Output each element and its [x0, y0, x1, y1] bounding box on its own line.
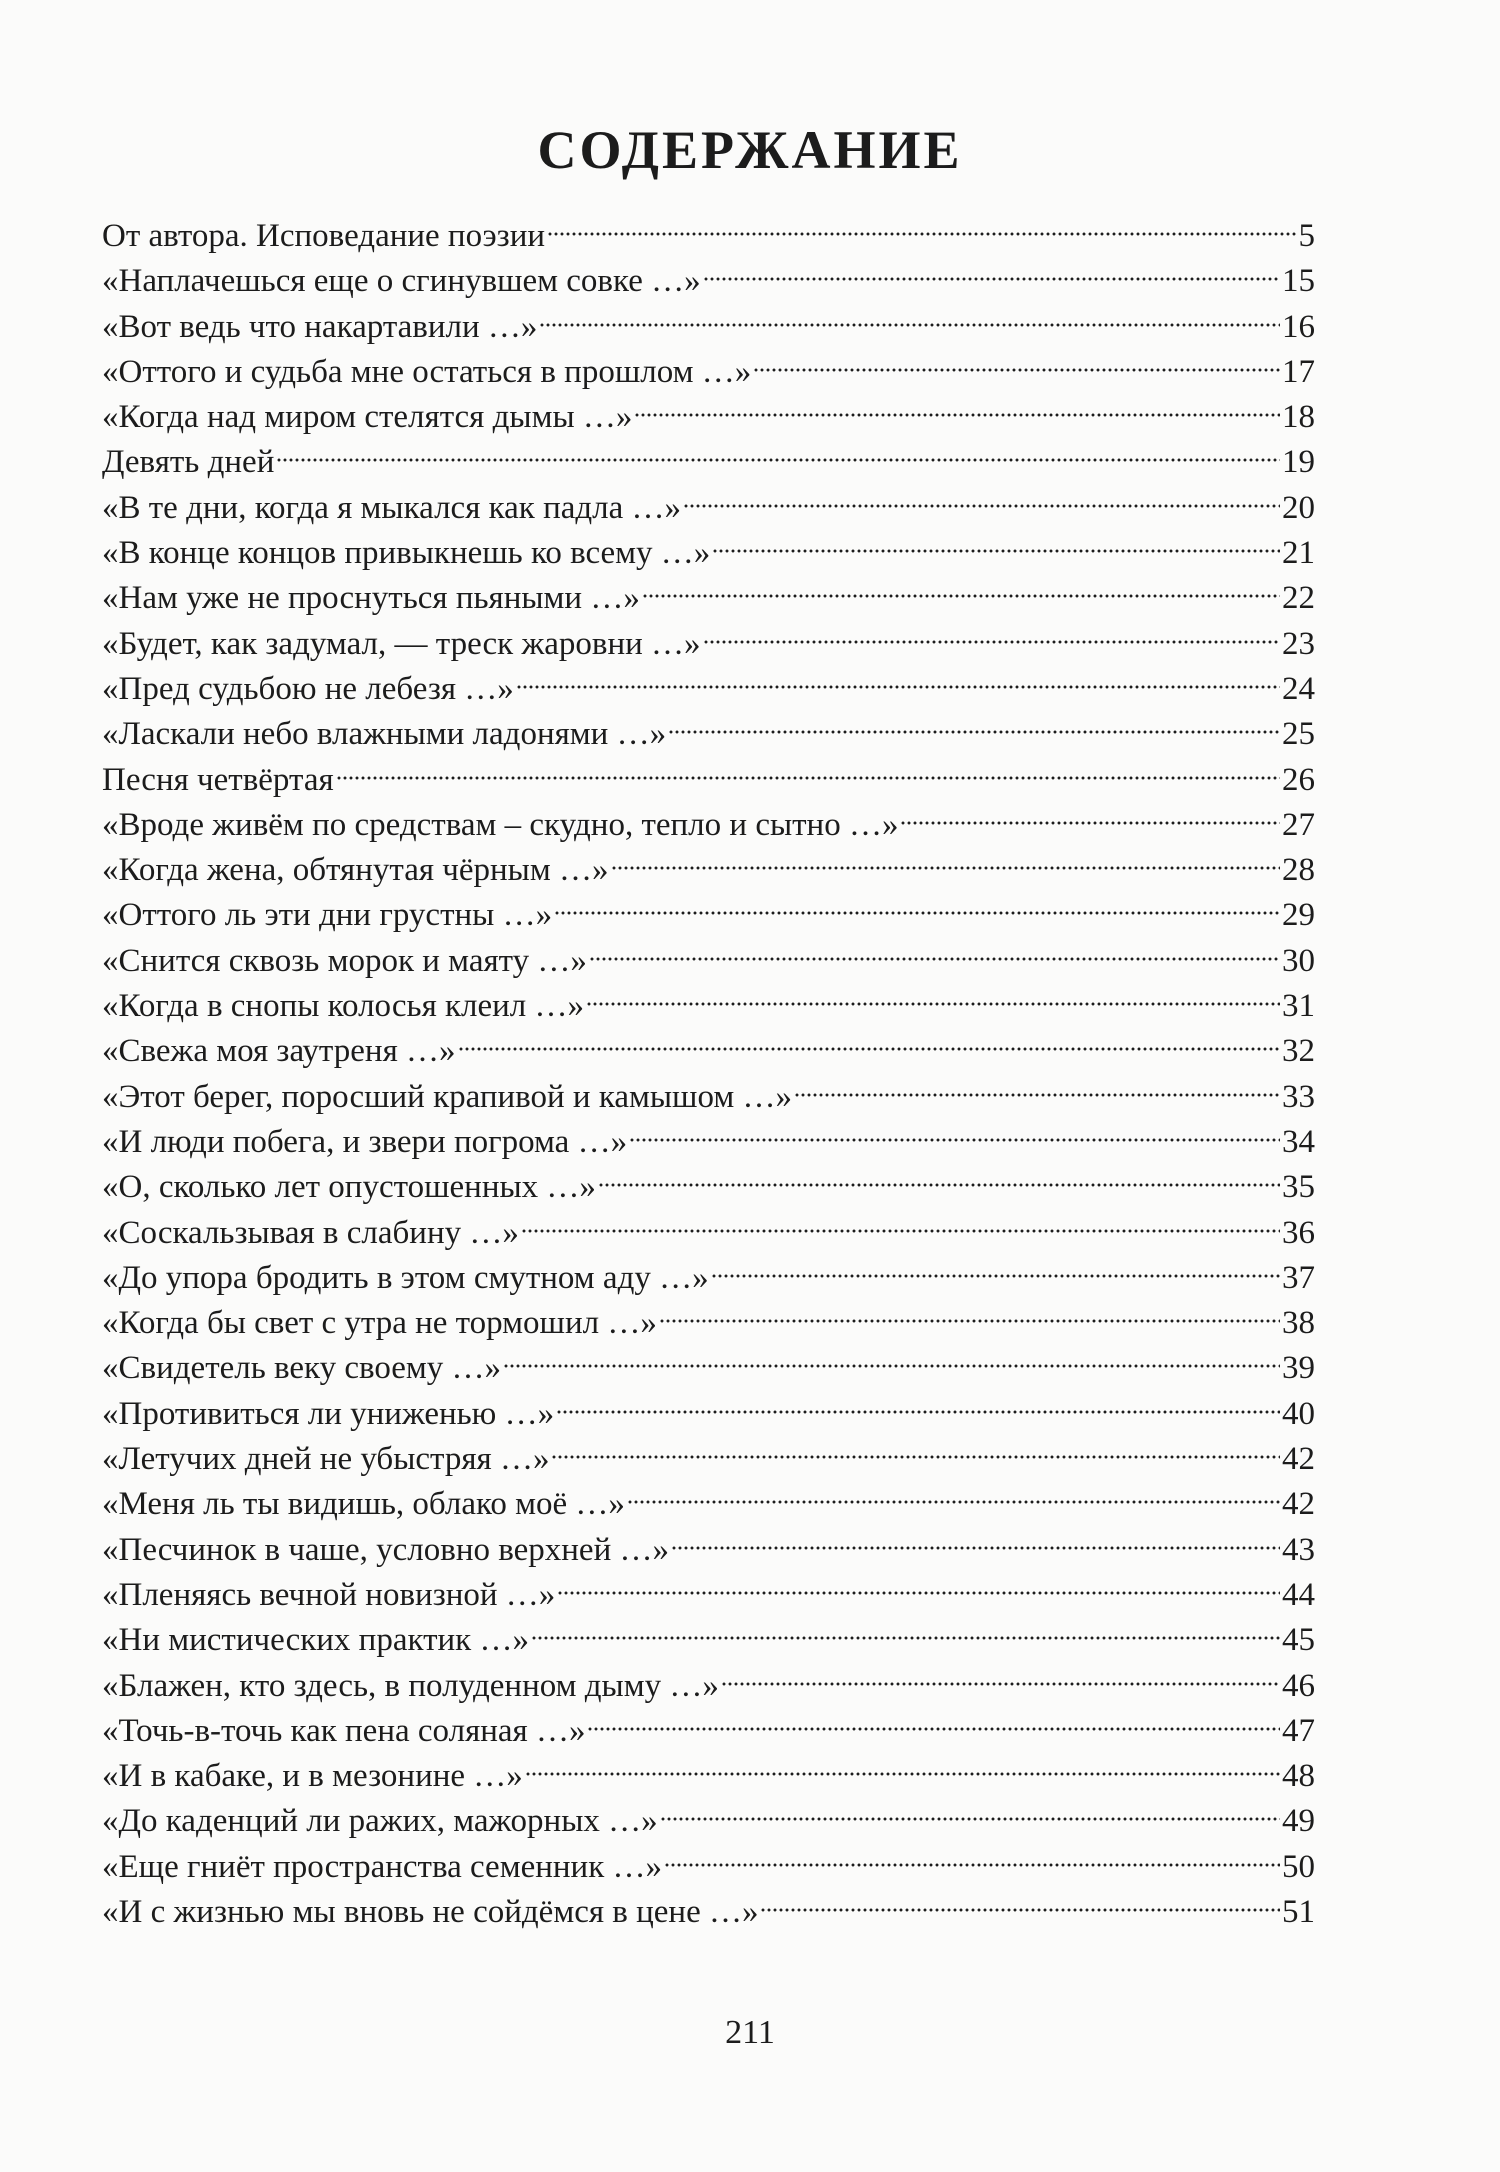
- toc-entry: [102, 1573, 1315, 1618]
- dot-leader: [794, 1090, 1280, 1100]
- toc-entry: [102, 1437, 1315, 1482]
- dot-leader: [556, 1407, 1280, 1417]
- toc-entry: [102, 1709, 1315, 1754]
- toc-entry-page: 30: [1282, 942, 1315, 979]
- toc-entry: [102, 305, 1315, 350]
- toc-entry: [102, 486, 1315, 531]
- toc-entry-page: 38: [1282, 1305, 1315, 1342]
- toc-entry-title: «Блажен, кто здесь, в полуденном дыму …»: [102, 1667, 719, 1704]
- table-of-contents: [102, 214, 1315, 1935]
- dot-leader: [703, 274, 1280, 284]
- toc-entry-title: «Ласкали небо влажными ладонями …»: [102, 716, 667, 753]
- toc-entry-title: «Меня ль ты видишь, облако моё …»: [102, 1486, 625, 1523]
- toc-entry-page: 16: [1282, 308, 1315, 345]
- toc-entry-page: 31: [1282, 988, 1315, 1025]
- dot-leader: [587, 1724, 1280, 1734]
- dot-leader: [458, 1044, 1281, 1054]
- toc-entry: [102, 1890, 1315, 1935]
- toc-entry-page: 49: [1282, 1803, 1315, 1840]
- toc-entry-title: «Снится сквозь морок и маяту …»: [102, 942, 587, 979]
- dot-leader: [589, 954, 1280, 964]
- toc-entry: [102, 1845, 1315, 1890]
- toc-entry-page: 22: [1282, 580, 1315, 617]
- toc-entry: [102, 1120, 1315, 1165]
- toc-entry-title: «Ни мистических практик …»: [102, 1622, 529, 1659]
- dot-leader: [664, 1860, 1280, 1870]
- toc-entry: [102, 1392, 1315, 1437]
- dot-leader: [598, 1180, 1280, 1190]
- toc-entry-page: 28: [1282, 852, 1315, 889]
- toc-entry: [102, 1256, 1315, 1301]
- toc-entry: [102, 440, 1315, 485]
- toc-entry: [102, 1165, 1315, 1210]
- dot-leader: [703, 637, 1280, 647]
- page-title: СОДЕРЖАНИЕ: [537, 120, 963, 180]
- dot-leader: [760, 1905, 1280, 1915]
- toc-entry-title: «Вроде живём по средствам – скудно, тепло и сытно …»: [102, 806, 899, 843]
- toc-entry-page: 27: [1282, 806, 1315, 843]
- toc-entry-title: «Соскальзывая в слабину …»: [102, 1214, 519, 1251]
- toc-entry-title: Девять дней: [102, 444, 275, 481]
- toc-entry-title: «Нам уже не проснуться пьяными …»: [102, 580, 640, 617]
- toc-entry: [102, 1482, 1315, 1527]
- toc-entry-page: 24: [1282, 670, 1315, 707]
- toc-entry-title: «Этот берег, поросший крапивой и камышом …»: [102, 1078, 792, 1115]
- toc-entry-title: «Пленяясь вечной новизной …»: [102, 1576, 556, 1613]
- dot-leader: [683, 501, 1280, 511]
- toc-entry-page: 17: [1282, 353, 1315, 390]
- toc-entry-page: 51: [1282, 1893, 1315, 1930]
- toc-entry-page: 42: [1282, 1486, 1315, 1523]
- toc-entry-title: «И с жизнью мы вновь не сойдёмся в цене …»: [102, 1893, 759, 1930]
- dot-leader: [753, 365, 1280, 375]
- toc-entry-title: «До упора бродить в этом смутном аду …»: [102, 1259, 709, 1296]
- dot-leader: [900, 818, 1280, 828]
- page-number: 211: [725, 2014, 775, 2051]
- dot-leader: [659, 1316, 1280, 1326]
- toc-entry-page: 32: [1282, 1033, 1315, 1070]
- toc-entry-title: «Когда в снопы колосья клеил …»: [102, 988, 585, 1025]
- toc-entry: [102, 1618, 1315, 1663]
- toc-entry-title: «Точь-в-точь как пена соляная …»: [102, 1712, 586, 1749]
- toc-entry-title: «Летучих дней не убыстряя …»: [102, 1441, 550, 1478]
- dot-leader: [611, 863, 1281, 873]
- toc-entry-page: 48: [1282, 1758, 1315, 1795]
- toc-entry-title: «Будет, как задумал, — треск жаровни …»: [102, 625, 701, 662]
- toc-entry-page: 46: [1282, 1667, 1315, 1704]
- toc-entry-title: «Свидетель веку своему …»: [102, 1350, 502, 1387]
- dot-leader: [503, 1361, 1280, 1371]
- toc-entry: [102, 667, 1315, 712]
- dot-leader: [721, 1679, 1280, 1689]
- toc-entry: [102, 576, 1315, 621]
- toc-entry-title: Песня четвёртая: [102, 761, 334, 798]
- toc-entry: [102, 1664, 1315, 1709]
- dot-leader: [525, 1769, 1280, 1779]
- toc-entry: [102, 984, 1315, 1029]
- toc-entry-title: «Противиться ли униженью …»: [102, 1395, 555, 1432]
- toc-entry: [102, 1301, 1315, 1346]
- toc-entry: [102, 1754, 1315, 1799]
- toc-entry-title: «В конце концов привыкнешь ко всему …»: [102, 535, 711, 572]
- toc-entry-title: «Когда жена, обтянутая чёрным …»: [102, 852, 609, 889]
- toc-entry-page: 20: [1282, 489, 1315, 526]
- dot-leader: [516, 682, 1280, 692]
- toc-entry-title: От автора. Исповедание поэзии: [102, 218, 546, 254]
- dot-leader: [627, 1497, 1280, 1507]
- toc-entry-page: 44: [1282, 1576, 1315, 1613]
- dot-leader: [336, 773, 1280, 783]
- toc-entry: [102, 1075, 1315, 1120]
- dot-leader: [547, 229, 1296, 239]
- toc-entry: [102, 1528, 1315, 1573]
- toc-entry: [102, 893, 1315, 938]
- toc-entry-title: «Оттого и судьба мне остаться в прошлом …»: [102, 353, 752, 390]
- dot-leader: [521, 1226, 1280, 1236]
- dot-leader: [554, 908, 1280, 918]
- toc-entry-title: «В те дни, когда я мыкался как падла …»: [102, 489, 682, 526]
- toc-entry-page: 15: [1282, 263, 1315, 300]
- toc-entry-page: 37: [1282, 1259, 1315, 1296]
- toc-entry-page: 47: [1282, 1712, 1315, 1749]
- dot-leader: [557, 1588, 1280, 1598]
- toc-entry: [102, 803, 1315, 848]
- toc-entry-page: 42: [1282, 1441, 1315, 1478]
- toc-entry: [102, 395, 1315, 440]
- dot-leader: [712, 546, 1280, 556]
- toc-entry: [102, 1211, 1315, 1256]
- toc-entry: [102, 939, 1315, 984]
- dot-leader: [531, 1633, 1280, 1643]
- toc-entry: [102, 712, 1315, 757]
- toc-entry-title: «И в кабаке, и в мезонине …»: [102, 1758, 523, 1795]
- dot-leader: [671, 1543, 1280, 1553]
- toc-entry-title: «Когда над миром стелятся дымы …»: [102, 399, 633, 436]
- dot-leader: [660, 1814, 1280, 1824]
- dot-leader: [539, 320, 1280, 330]
- toc-entry-title: «И люди побега, и звери погрома …»: [102, 1123, 628, 1160]
- toc-entry-page: 23: [1282, 625, 1315, 662]
- toc-entry-page: 43: [1282, 1531, 1315, 1568]
- toc-entry-title: «Оттого ль эти дни грустны …»: [102, 897, 553, 934]
- toc-entry: [102, 1029, 1315, 1074]
- toc-entry: [102, 531, 1315, 576]
- toc-entry-title: «Песчинок в чаше, условно верхней …»: [102, 1531, 669, 1568]
- toc-entry-page: 26: [1282, 761, 1315, 798]
- dot-leader: [629, 1135, 1280, 1145]
- toc-entry: [102, 1799, 1315, 1844]
- toc-entry-title: «Еще гниёт пространства семенник …»: [102, 1848, 663, 1885]
- toc-entry-page: 25: [1282, 716, 1315, 753]
- toc-entry-page: 18: [1282, 399, 1315, 436]
- toc-entry-title: «О, сколько лет опустошенных …»: [102, 1169, 596, 1206]
- dot-leader: [586, 999, 1280, 1009]
- dot-leader: [634, 410, 1280, 420]
- toc-entry: [102, 259, 1315, 304]
- toc-entry-title: «Когда бы свет с утра не тормошил …»: [102, 1305, 657, 1342]
- toc-entry-title: «Свежа моя заутреня …»: [102, 1033, 456, 1070]
- toc-entry-page: 29: [1282, 897, 1315, 934]
- toc-entry-title: «Наплачешься еще о сгинувшем совке …»: [102, 263, 701, 300]
- toc-entry-page: 19: [1282, 444, 1315, 481]
- toc-entry: [102, 622, 1315, 667]
- dot-leader: [642, 591, 1280, 601]
- toc-entry: [102, 758, 1315, 803]
- toc-entry-page: 33: [1282, 1078, 1315, 1115]
- dot-leader: [551, 1452, 1280, 1462]
- toc-entry: [102, 1346, 1315, 1391]
- toc-entry-page: 34: [1282, 1123, 1315, 1160]
- toc-entry-page: 45: [1282, 1622, 1315, 1659]
- toc-entry-page: 5: [1298, 218, 1315, 254]
- toc-entry: [102, 848, 1315, 893]
- toc-entry-page: 35: [1282, 1169, 1315, 1206]
- toc-entry: [102, 214, 1315, 259]
- toc-entry-title: «Пред судьбою не лебезя …»: [102, 670, 514, 707]
- toc-entry-title: «До каденций ли ражих, мажорных …»: [102, 1803, 658, 1840]
- toc-entry-page: 39: [1282, 1350, 1315, 1387]
- toc-entry: [102, 350, 1315, 395]
- toc-entry-page: 21: [1282, 535, 1315, 572]
- toc-entry-title: «Вот ведь что накартавили …»: [102, 308, 538, 345]
- toc-entry-page: 40: [1282, 1395, 1315, 1432]
- dot-leader: [668, 727, 1280, 737]
- toc-entry-page: 36: [1282, 1214, 1315, 1251]
- dot-leader: [711, 1271, 1280, 1281]
- dot-leader: [276, 455, 1280, 465]
- toc-entry-page: 50: [1282, 1848, 1315, 1885]
